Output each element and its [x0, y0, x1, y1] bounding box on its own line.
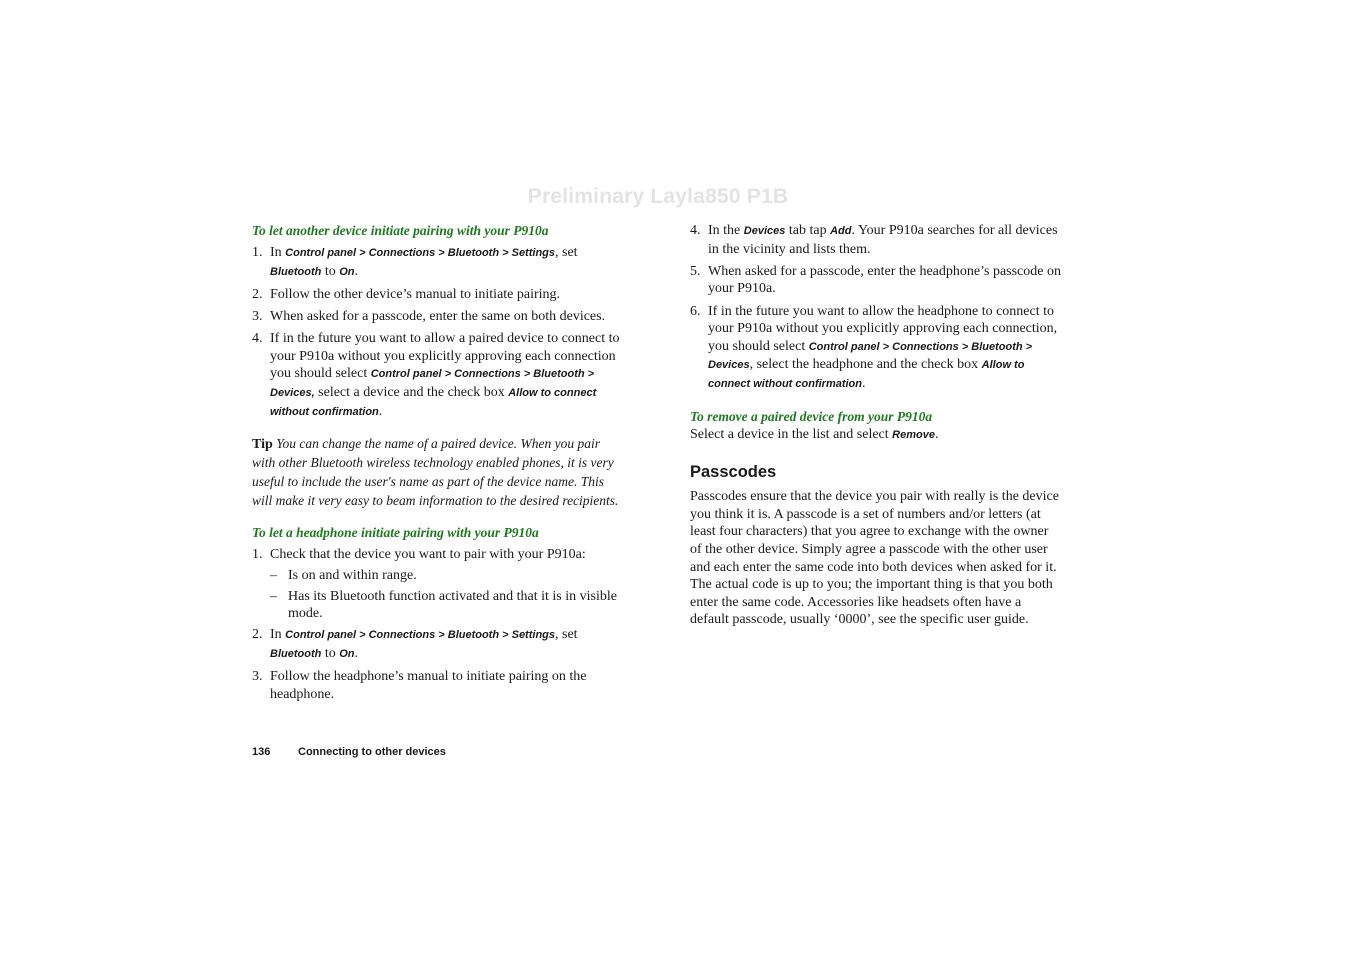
page-footer: [252, 746, 446, 758]
sub-item-text: Has its Bluetooth function activated and that it is in visible mode.: [288, 588, 617, 622]
ui-path: Control panel > Connections > Bluetooth > Settings: [285, 629, 555, 642]
step-number: 3.: [252, 308, 263, 324]
sub-item-text: Is on and within range.: [288, 567, 417, 583]
ui-command: Remove: [892, 428, 935, 441]
tip-text: You can change the name of a paired device. When you pair with other Bluetooth wireless technology enabled phones, it is very useful to include the user's name as part of the device name. This will make it very easy to beam information to the desired recipients.: [252, 436, 619, 508]
left-column: [252, 222, 624, 708]
ui-command: Add: [830, 225, 852, 237]
step-number: 1.: [252, 547, 263, 563]
list-item: [690, 222, 1062, 258]
step-text: In the Devices tab tap Add. Your P910a searches for all devices in the vicinity and lists them.: [708, 223, 1058, 257]
step-text: Check that the device you want to pair with your P910a:: [270, 547, 586, 563]
step-number: 4.: [252, 331, 263, 347]
ui-path: Control panel > Connections > Bluetooth > Devices: [708, 340, 1033, 372]
step-text: If in the future you want to allow a paired device to connect to your P910a without you explicitly approving each connection you should select Control panel > Connections > Bluetooth > Devices, select a device and the check box Allow to connect without confirmation.: [270, 331, 620, 419]
list-item: [252, 330, 624, 421]
tip-box: [252, 435, 624, 510]
list-item: [252, 546, 624, 564]
heading-device-pairing: To let another device initiate pairing with your P910a: [252, 223, 549, 238]
steps-device-pairing: [252, 244, 624, 421]
step-number: 2.: [252, 286, 263, 302]
page-number: 136: [252, 746, 271, 758]
step-number: 1.: [252, 245, 263, 260]
ui-setting: Bluetooth: [270, 648, 322, 661]
list-item: [252, 286, 624, 304]
list-item: [252, 244, 624, 281]
step-text: When asked for a passcode, enter the headphone’s passcode on your P910a.: [708, 263, 1061, 297]
step-text: In Control panel > Connections > Bluetooth > Settings, set Bluetooth to On.: [270, 245, 578, 279]
ui-path: Control panel > Connections > Bluetooth > Settings: [285, 247, 555, 259]
step-text: If in the future you want to allow the headphone to connect to your P910a without you explicitly approving each connection, you should select Control panel > Connections > Bluetooth > Devices, select the headphone and the check box Allow to connect without confirmation.: [708, 303, 1058, 391]
steps-headphone-pairing-continued: [690, 222, 1062, 394]
dash-bullet: –: [270, 567, 277, 583]
step-text: When asked for a passcode, enter the same on both devices.: [270, 308, 606, 324]
sub-list-item: [270, 567, 624, 585]
footer-section-title: Connecting to other devices: [298, 746, 446, 758]
step-text: Follow the other device’s manual to initiate pairing.: [270, 286, 561, 302]
remove-instruction: Select a device in the list and select Remove.: [690, 426, 939, 442]
tip-label: Tip: [252, 437, 273, 453]
right-column: [690, 222, 1062, 629]
dash-bullet: –: [270, 588, 277, 604]
heading-headphone-pairing: To let a headphone initiate pairing with your P910a: [252, 525, 539, 541]
ui-setting: Bluetooth: [270, 265, 322, 278]
ui-path: Control panel > Connections > Bluetooth > Devices,: [270, 368, 595, 399]
ui-value: On: [339, 648, 355, 661]
ui-value: On: [339, 265, 355, 278]
list-item: [690, 263, 1062, 298]
step-number: 3.: [252, 669, 263, 685]
step-text: In Control panel > Connections > Bluetooth > Settings, set Bluetooth to On.: [270, 627, 578, 662]
heading-remove-device: To remove a paired device from your P910a: [690, 408, 933, 424]
list-item: [252, 668, 624, 703]
sub-list-item: [270, 588, 624, 623]
ui-checkbox-label: Allow to connect without confirmation: [708, 359, 1025, 390]
passcodes-paragraph: Passcodes ensure that the device you pair with really is the device you think it is. A passcode is a set of numbers and/or letters (at least four characters) that you agree to exchange with the owner of the other device. Simply agree a passcode with the other user and each enter the same code into both devices when asked for it. The actual code is up to you; the important thing is that you both enter the same code. Accessories like headsets often have a default passcode, usually ‘0000’, see the specific user guide.: [690, 489, 1059, 628]
ui-checkbox-label: Allow to connect without confirmation: [270, 386, 597, 418]
list-item: [252, 626, 624, 663]
steps-headphone-pairing: [252, 546, 624, 703]
ui-tab: Devices: [743, 225, 786, 237]
step-number: 2.: [252, 627, 263, 643]
section-title-passcodes: Passcodes: [690, 463, 777, 482]
list-item: [252, 308, 624, 326]
list-item: [690, 303, 1062, 394]
step-number: 6.: [690, 303, 701, 319]
step-text: Follow the headphone’s manual to initiate pairing on the headphone.: [270, 669, 587, 702]
step-number: 4.: [690, 223, 701, 238]
step-number: 5.: [690, 263, 701, 279]
watermark: Preliminary Layla850 P1B: [527, 185, 789, 208]
